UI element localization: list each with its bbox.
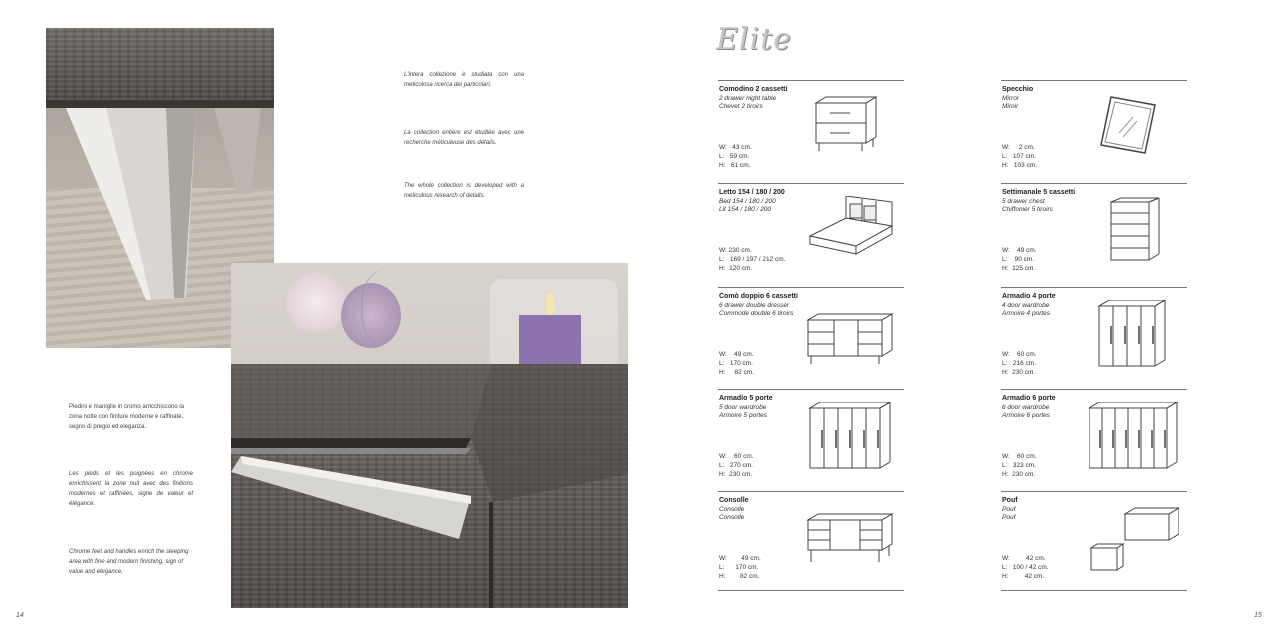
product-card bbox=[1001, 287, 1187, 386]
product-name: Comò doppio 6 cassetti bbox=[719, 293, 798, 300]
chrome-text-italian: Piedini e maniglie in cromo arricchiscono la zona notte con finiture moderne e raffinate, segno di pregio ed eleganza. bbox=[69, 404, 185, 430]
product-length: L: 169 / 197 / 212 cm. bbox=[719, 256, 786, 263]
product-name-fr: Chiffonier 5 tiroirs bbox=[1002, 206, 1053, 213]
product-length: L: 59 cm. bbox=[719, 153, 750, 160]
product-length: L: 170 cm. bbox=[719, 564, 759, 571]
product-name: Armadio 4 porte bbox=[1002, 293, 1056, 300]
product-name-en: 4 door wardrobe bbox=[1002, 302, 1050, 309]
product-height: H: 82 cm. bbox=[719, 369, 755, 376]
product-width: W: 2 cm. bbox=[1002, 144, 1035, 151]
chrome-text-french: Les pieds et les poignées en chrome enrichissent la zone nuit avec des finitions modernes et raffinées, signe de valeur et élégance. bbox=[69, 471, 193, 507]
product-name-fr: Armoire 5 portes bbox=[719, 412, 768, 419]
product-length: L: 100 / 42 cm. bbox=[1002, 564, 1049, 571]
product-height: H: 230 cm. bbox=[1002, 471, 1036, 478]
product-height: H: 120 cm. bbox=[719, 265, 753, 272]
product-name-en: Consolle bbox=[719, 506, 745, 513]
photo-nightstand-candle bbox=[231, 263, 628, 608]
product-card bbox=[718, 287, 904, 386]
product-name-fr: Miroir bbox=[1002, 103, 1019, 110]
product-name-en: 5 drawer chest bbox=[1002, 198, 1045, 205]
product-name: Comodino 2 cassetti bbox=[719, 86, 788, 93]
product-height: H: 125 cm. bbox=[1002, 265, 1036, 272]
product-card bbox=[1001, 80, 1187, 179]
wardrobe-4-door-icon bbox=[1089, 300, 1179, 368]
product-name-en: 6 door wardrobe bbox=[1002, 404, 1050, 411]
product-width: W: 49 cm. bbox=[719, 351, 754, 358]
brand-logo: Elite bbox=[716, 22, 792, 57]
product-name-en: 6 drawer double dresser bbox=[719, 302, 790, 309]
product-name: Armadio 5 porte bbox=[719, 395, 773, 402]
product-name: Specchio bbox=[1002, 86, 1034, 93]
chrome-text-english: Chrome feet and handles enrich the sleeping area with fine and modern finishing, sign of value and elegance. bbox=[69, 549, 189, 575]
pouf-icon bbox=[1089, 504, 1179, 572]
product-height: H: 61 cm. bbox=[719, 162, 751, 169]
intro-text-english: The whole collection is developed with a meticulous research of details. bbox=[404, 183, 524, 199]
tall-chest-icon bbox=[1089, 196, 1179, 264]
product-width: W: 60 cm. bbox=[719, 453, 754, 460]
product-height: H: 82 cm. bbox=[719, 573, 760, 580]
product-card bbox=[1001, 389, 1187, 488]
product-width: W: 60 cm. bbox=[1002, 351, 1037, 358]
product-width: W: 49 cm. bbox=[1002, 247, 1037, 254]
product-height: H: 42 cm. bbox=[1002, 573, 1045, 580]
product-name-fr: Commode double 6 tiroirs bbox=[719, 310, 794, 317]
product-card bbox=[718, 491, 904, 591]
product-card bbox=[718, 389, 904, 488]
wardrobe-6-door-icon bbox=[1089, 402, 1179, 470]
product-name: Armadio 6 porte bbox=[1002, 395, 1056, 402]
product-name-fr: Chevet 2 tiroirs bbox=[719, 103, 763, 110]
product-height: H: 230 cm. bbox=[719, 471, 753, 478]
product-width: W: 43 cm. bbox=[719, 144, 752, 151]
dresser-icon bbox=[806, 300, 896, 368]
mirror-icon bbox=[1089, 93, 1179, 161]
product-length: L: 170 cm. bbox=[719, 360, 753, 367]
product-name: Letto 154 / 180 / 200 bbox=[719, 189, 785, 196]
product-width: W: 42 cm. bbox=[1002, 555, 1046, 562]
product-name-fr: Armoire 4 portes bbox=[1002, 310, 1051, 317]
page-number-left: 14 bbox=[16, 612, 24, 619]
product-name-fr: Pouf bbox=[1002, 514, 1016, 521]
product-length: L: 270 cm. bbox=[719, 462, 753, 469]
product-name-en: 2 drawer night table bbox=[719, 95, 777, 102]
wardrobe-5-door-icon bbox=[806, 402, 896, 470]
product-height: H: 230 cm. bbox=[1002, 369, 1036, 376]
product-name-fr: Consolle bbox=[719, 514, 745, 521]
page-number-right: 15 bbox=[1254, 612, 1262, 619]
product-card bbox=[718, 80, 904, 179]
intro-text-french: La collection entière est étudiée avec une recherche méticuleuse des détails. bbox=[404, 130, 524, 146]
product-name-en: Pouf bbox=[1002, 506, 1016, 513]
intro-text-italian: L'intera collezione è studiata con una meticolosa ricerca dei particolari. bbox=[404, 72, 524, 88]
product-length: L: 323 cm. bbox=[1002, 462, 1036, 469]
console-icon bbox=[806, 504, 896, 572]
product-name: Consolle bbox=[719, 497, 749, 504]
product-name-fr: Lit 154 / 180 / 200 bbox=[719, 206, 772, 213]
product-name-fr: Armoire 6 portes bbox=[1002, 412, 1051, 419]
product-length: L: 107 cm. bbox=[1002, 153, 1036, 160]
bed-icon bbox=[806, 196, 896, 264]
product-name-en: Mirror bbox=[1002, 95, 1019, 102]
product-name-en: 5 door wardrobe bbox=[719, 404, 767, 411]
nightstand-icon bbox=[806, 93, 896, 161]
product-card bbox=[718, 183, 904, 282]
product-name-en: Bed 154 / 180 / 200 bbox=[719, 198, 776, 205]
product-length: L: 90 cm. bbox=[1002, 256, 1035, 263]
product-height: H: 103 cm. bbox=[1002, 162, 1038, 169]
product-card bbox=[1001, 183, 1187, 282]
product-card bbox=[1001, 491, 1187, 591]
product-name: Settimanale 5 cassetti bbox=[1002, 189, 1076, 196]
product-width: W: 49 cm. bbox=[719, 555, 761, 562]
product-width: W: 60 cm. bbox=[1002, 453, 1037, 460]
product-width: W: 230 cm. bbox=[719, 247, 752, 254]
product-name: Pouf bbox=[1002, 497, 1018, 504]
product-length: L: 216 cm. bbox=[1002, 360, 1036, 367]
